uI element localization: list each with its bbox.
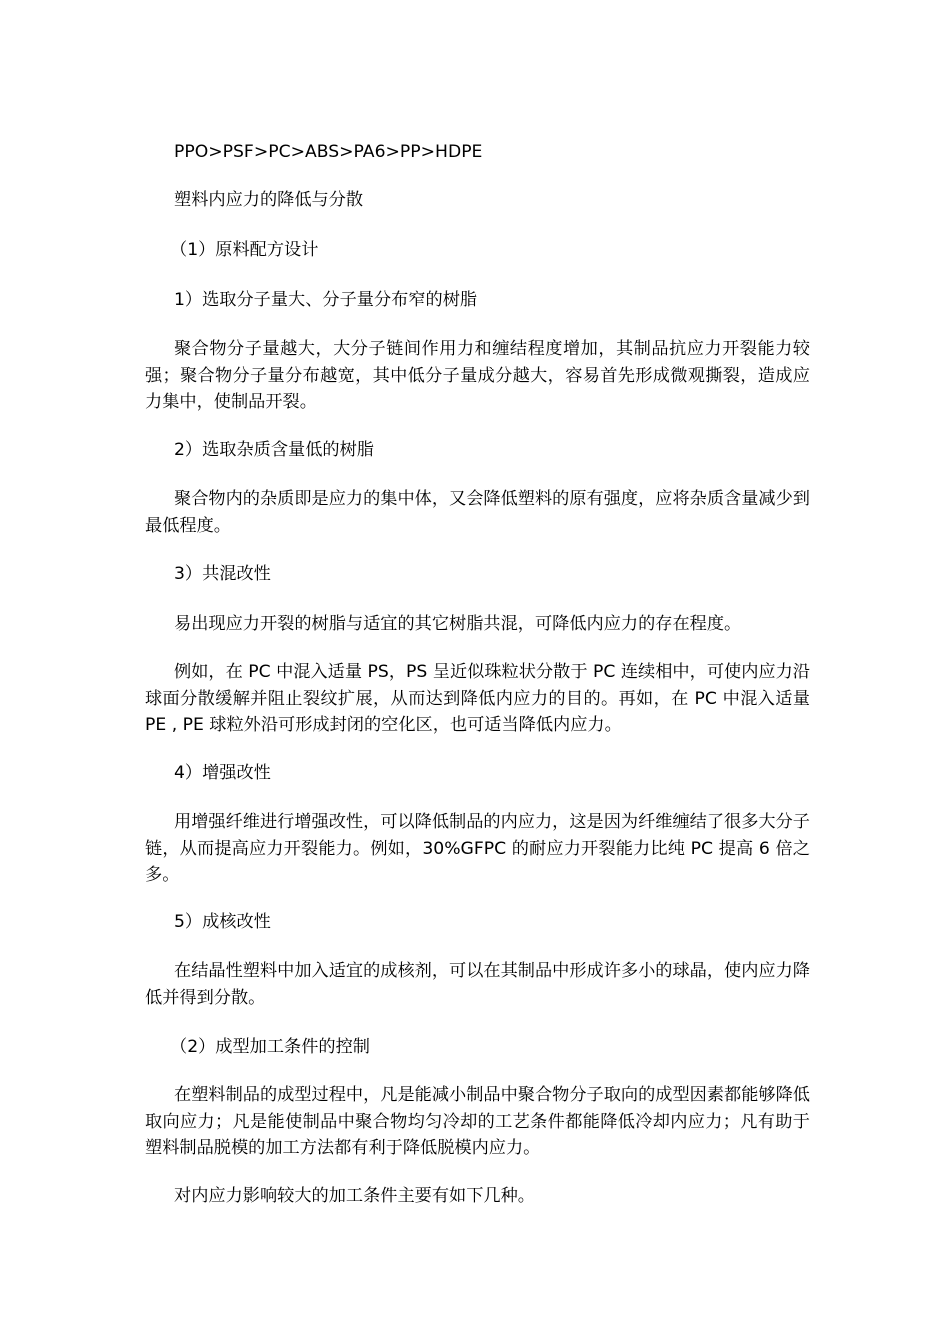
subsection-heading: （2）成型加工条件的控制 <box>170 1037 370 1057</box>
body-paragraph: 在塑料制品的成型过程中，凡是能减小制品中聚合物分子取向的成型因素都能够降低取向应力；凡是能使制品中聚合物均匀冷却的工艺条件都能降低冷却内应力；凡有助于塑料制品脱模的加工方法都有利于降低脱模内应力。 <box>145 1085 810 1158</box>
section-heading: 塑料内应力的降低与分散 <box>174 190 364 210</box>
resistance-ranking: PPO>PSF>PC>ABS>PA6>PP>HDPE <box>174 142 483 162</box>
body-paragraph: 聚合物内的杂质即是应力的集中体，又会降低塑料的原有强度，应将杂质含量减少到最低程度。 <box>145 489 810 536</box>
item-heading: 4）增强改性 <box>174 763 271 783</box>
body-paragraph: 在结晶性塑料中加入适宜的成核剂，可以在其制品中形成许多小的球晶，使内应力降低并得到分散。 <box>145 961 810 1008</box>
item-heading: 5）成核改性 <box>174 912 271 932</box>
item-heading: 1）选取分子量大、分子量分布窄的树脂 <box>174 290 478 310</box>
body-paragraph: 例如，在 PC 中混入适量 PS，PS 呈近似珠粒状分散于 PC 连续相中，可使内应力沿球面分散缓解并阻止裂纹扩展，从而达到降低内应力的目的。再如，在 PC 中混入适量 PE , PE 球粒外沿可形成封闭的空化区，也可适当降低内应力。 <box>145 662 810 735</box>
item-heading: 2）选取杂质含量低的树脂 <box>174 440 374 460</box>
item-heading: 3）共混改性 <box>174 564 271 584</box>
body-paragraph: 聚合物分子量越大，大分子链间作用力和缠结程度增加，其制品抗应力开裂能力较强；聚合物分子量分布越宽，其中低分子量成分越大，容易首先形成微观撕裂，造成应力集中，使制品开裂。 <box>145 339 810 412</box>
body-paragraph: 对内应力影响较大的加工条件主要有如下几种。 <box>174 1186 535 1206</box>
body-paragraph: 用增强纤维进行增强改性，可以降低制品的内应力，这是因为纤维缠结了很多大分子链，从而提高应力开裂能力。例如，30%GFPC 的耐应力开裂能力比纯 PC 提高 6 倍之多。 <box>145 812 810 885</box>
body-paragraph: 易出现应力开裂的树脂与适宜的其它树脂共混，可降低内应力的存在程度。 <box>174 614 742 634</box>
subsection-heading: （1）原料配方设计 <box>170 240 319 260</box>
